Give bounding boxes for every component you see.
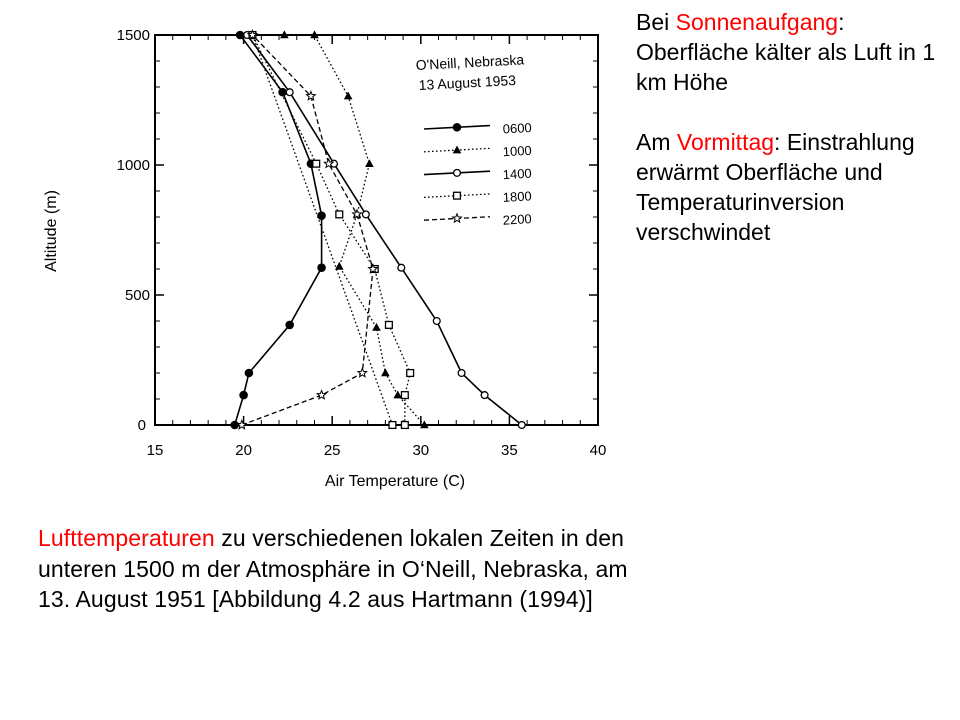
marker-shape [335,262,344,270]
series-1000 [248,30,428,428]
marker-shape [318,264,326,272]
marker-shape [231,421,239,429]
x-tick-label: 15 [146,442,164,459]
legend-title: O'Neill, Nebraska [415,51,525,73]
legend-item-1400 [424,166,532,182]
x-axis-title: Air Temperature (C) [324,473,466,490]
marker-shape [362,211,369,218]
marker-shape [365,159,374,167]
marker-shape [453,214,462,222]
marker-shape [454,192,461,199]
caption-text: zu verschiedenen lokalen Zeiten in den unteren 1500 m der Atmosphäre in O‘Neill, Nebraska, am 13. August 1951 [Abbildung 4.2 aus Hartmann (1994)] [38,525,628,612]
legend-label-2200: 2200 [502,211,533,228]
data-point-1800 [386,322,393,329]
data-point-1400 [518,422,525,429]
data-point-1800 [401,422,408,429]
marker-shape [344,92,353,100]
legend-marker-0600 [453,123,461,131]
data-point-1400 [481,392,488,399]
data-point-1000 [344,92,353,100]
data-point-0600 [240,391,248,399]
legend-label-0600: 0600 [502,120,533,137]
series-line-2200 [242,35,373,425]
marker-shape [236,31,244,39]
annotation-notes [636,7,956,277]
marker-shape [398,264,405,271]
series-line-1800 [253,35,411,425]
y-tick-label: 500 [124,287,150,304]
marker-shape [481,392,488,399]
marker-shape [393,391,402,399]
marker-shape [433,318,440,325]
marker-shape [317,391,326,399]
tick-labels [117,27,607,459]
marker-shape [454,169,461,176]
marker-shape [458,370,465,377]
marker-shape [245,369,253,377]
marker-shape [240,391,248,399]
data-point-1400 [398,264,405,271]
x-tick-label: 35 [501,442,518,459]
legend-label-1800: 1800 [502,188,533,205]
x-tick-label: 20 [235,442,252,459]
x-tick-label: 40 [589,442,607,459]
marker-shape [453,123,461,131]
data-point-2200 [358,368,367,376]
y-tick-label: 1000 [116,157,150,174]
marker-shape [401,392,408,399]
data-point-1000 [365,159,374,167]
data-point-1400 [433,318,440,325]
data-point-1000 [372,323,381,331]
marker-shape [313,160,320,167]
legend-marker-1800 [454,192,461,199]
legend-item-0600 [424,120,532,136]
x-tick-label: 30 [412,442,430,459]
note-morning-highlight: Vormittag [676,129,775,155]
caption-highlight: Lufttemperaturen [38,525,215,551]
legend [424,120,532,228]
marker-shape [372,323,381,331]
marker-shape [518,422,525,429]
marker-shape [318,212,326,220]
legend-marker-2200 [453,214,462,222]
series-2200 [237,30,377,428]
data-point-0600 [245,369,253,377]
note-sunrise: Bei Sonnenaufgang: Oberfläche kälter als Luft in 1 km Höhe [636,9,936,95]
marker-shape [389,422,396,429]
data-point-0600 [236,31,244,39]
data-point-2200 [317,391,326,399]
data-point-0600 [318,212,326,220]
data-point-0600 [231,421,239,429]
data-point-1800 [401,392,408,399]
data-point-2200 [237,420,246,428]
marker-shape [237,420,246,428]
y-tick-label: 1500 [116,27,150,44]
data-point-1000 [335,262,344,270]
data-point-1400 [458,370,465,377]
data-point-0600 [318,264,326,272]
data-point-1400 [362,211,369,218]
marker-shape [381,368,390,376]
note-sunrise-highlight: Sonnenaufgang [675,9,839,35]
note-morning: Am Vormittag: Einstrahlung erwärmt Oberfläche und Temperaturinversion verschwindet [636,129,915,245]
data-point-1800 [389,422,396,429]
marker-shape [401,422,408,429]
series-1800 [249,32,414,429]
legend-subtitle: 13 August 1953 [418,71,517,93]
data-point-0600 [286,321,294,329]
data-point-1000 [393,391,402,399]
legend-item-1800 [424,188,532,204]
marker-shape [386,322,393,329]
marker-shape [358,368,367,376]
data-point-1000 [381,368,390,376]
y-tick-label: 0 [137,417,146,434]
data-point-1800 [407,370,414,377]
legend-label-1400: 1400 [502,165,533,183]
data-point-1800 [313,160,320,167]
marker-shape [336,211,343,218]
marker-shape [286,89,293,96]
x-tick-label: 25 [323,442,341,459]
legend-item-1000 [424,143,532,159]
data-point-1400 [286,89,293,96]
series-layer [231,30,525,428]
legend-marker-1400 [454,169,461,176]
marker-shape [407,370,414,377]
figure-caption [38,523,638,615]
marker-shape [286,321,294,329]
legend-item-2200 [424,211,532,227]
legend-label-1000: 1000 [502,142,533,160]
series-line-1000 [253,35,425,425]
y-axis-title: Altitude (m) [43,190,60,272]
data-point-1800 [336,211,343,218]
